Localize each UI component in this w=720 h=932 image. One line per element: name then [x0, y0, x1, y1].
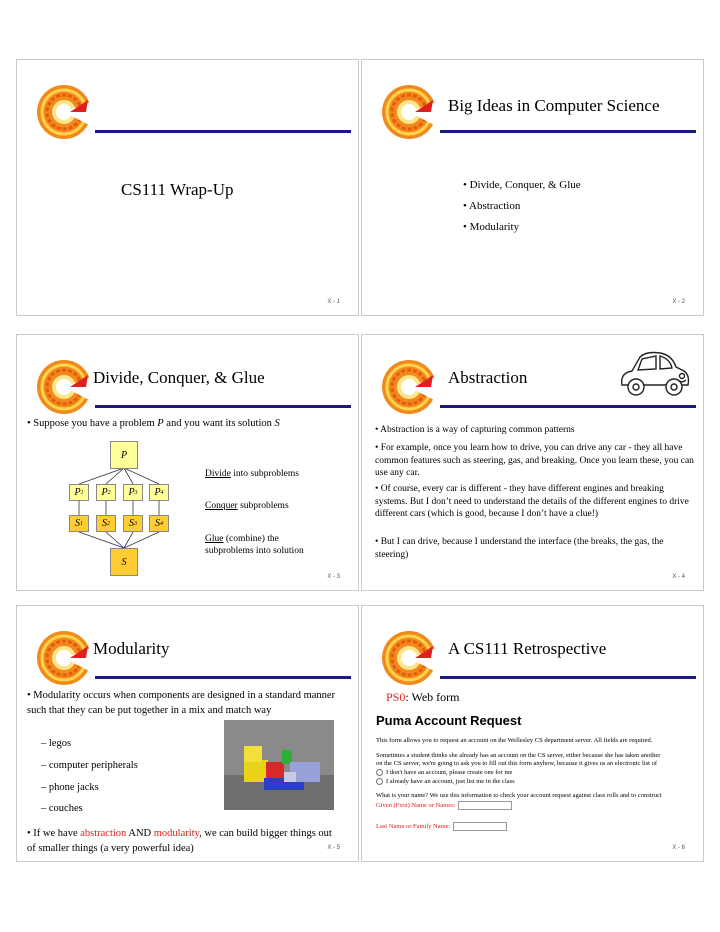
conquer-word: Conquer [205, 501, 238, 511]
subproblem-box [123, 484, 143, 501]
slide-1 [16, 59, 359, 316]
glue-label [205, 533, 304, 557]
page-number: X - 3 [327, 574, 340, 580]
problem-label: P [120, 449, 128, 461]
intro-text: • Modularity occurs when components are designed in a standard manner such that they can be put together in a mix and match way [27, 690, 336, 716]
given-name-label: Given (First) Name or Names: [376, 801, 456, 809]
bullet-item: • Of course, every car is different - they have different engines and breaking systems. But I don’t need to understand the details of the different engines to drive different cars (which is good, because I don’t have a clue!) [375, 484, 689, 519]
s-label: S [75, 518, 80, 529]
form-paragraph: Sometimes a student thinks she already has an account on the CS server, either because she has taken another [376, 752, 661, 759]
slide-title: Big Ideas in Computer Science [448, 96, 660, 115]
bullet-item: • Divide, Conquer, & Glue [463, 179, 581, 191]
final-post: , we can build bigger things out of smaller things (a very powerful idea) [27, 828, 332, 854]
glue-word: Glue [205, 534, 224, 544]
ps0-word: PS0 [386, 690, 406, 704]
final-and: AND [126, 828, 154, 839]
subscript: 3 [134, 489, 138, 496]
radio-label: I don't have an account, please create one for me [386, 769, 513, 776]
p-label: P [154, 487, 161, 498]
slide-3 [16, 334, 359, 591]
radio-label: I already have an account, just list me in the class [386, 778, 515, 785]
tree-connectors [17, 335, 359, 591]
subsolution-box [69, 515, 89, 532]
divide-label [205, 468, 299, 480]
title-rule [440, 130, 696, 133]
radio-button[interactable] [376, 769, 383, 776]
slide-title: A CS111 Retrospective [448, 639, 607, 658]
title-rule [440, 676, 696, 679]
last-name-input[interactable] [453, 822, 507, 831]
subsolution-box [123, 515, 143, 532]
bullet-item: • Modularity [463, 221, 520, 233]
slide-6 [361, 605, 704, 862]
swirl-logo-icon [379, 82, 439, 142]
slide-title: Divide, Conquer, & Glue [93, 368, 265, 387]
subsolution-box [96, 515, 116, 532]
sub-item: – phone jacks [41, 782, 99, 793]
cartoon-car-icon [616, 349, 692, 401]
bullet-item: • Abstraction [463, 200, 521, 212]
radio-button[interactable] [376, 778, 383, 785]
bullet-item: • But I can drive, because I understand the interface (the breaks, the gas, the steering) [375, 537, 664, 560]
given-name-input[interactable] [458, 801, 512, 810]
sub-item: – couches [41, 803, 83, 814]
swirl-logo-icon [379, 628, 439, 688]
slide-2 [361, 59, 704, 316]
sub-item: – legos [41, 738, 72, 749]
form-paragraph: What is your name? We use this information to check your account request against class rolls and to construct [376, 792, 662, 799]
p-label: P [101, 487, 108, 498]
subscript: 1 [80, 489, 84, 496]
subscript: 3 [134, 520, 137, 527]
glue-line2: subproblems into solution [205, 546, 304, 556]
p-label: P [128, 487, 135, 498]
page-number: X - 5 [327, 845, 340, 851]
slide-title: Modularity [93, 639, 170, 658]
final-text [27, 826, 339, 856]
swirl-logo-icon [34, 628, 94, 688]
slide-4 [361, 334, 704, 591]
intro-s: S [274, 418, 280, 429]
form-paragraph: on the CS server, we're going to ask you to fill out this form anyhow, because it gives us an electronic list of [376, 760, 658, 767]
conquer-rest: subproblems [237, 501, 289, 511]
final-abstraction: abstraction [80, 828, 127, 839]
swirl-logo-icon [379, 357, 439, 417]
form-title: Puma Account Request [376, 713, 522, 728]
s-label: S [155, 518, 160, 529]
glue-rest: (combine) the [223, 534, 279, 544]
s-label: S [129, 518, 134, 529]
subscript: 4 [160, 489, 164, 496]
bullet-item: • For example, once you learn how to drive, you can drive any car - they all have common features such as steering, gas, and breaking. Once you learn these, you can use any car. [375, 443, 694, 478]
slide-5 [16, 605, 359, 862]
page-number: X - 1 [327, 299, 340, 305]
lego-bricks-image [224, 720, 334, 810]
form-intro: This form allows you to request an account on the Wellesley CS department server. All fields are required. [376, 737, 653, 744]
final-pre: • If we have [27, 828, 81, 839]
subproblem-box [69, 484, 89, 501]
radio-option-create[interactable] [376, 769, 701, 777]
subscript: 4 [160, 520, 163, 527]
divide-rest: into subproblems [230, 469, 299, 479]
page-number: X - 4 [672, 574, 685, 580]
solution-label: S [121, 556, 127, 568]
subscript: 2 [107, 489, 111, 496]
bullet-item: • Abstraction is a way of capturing common patterns [375, 425, 575, 435]
intro-pre: • Suppose you have a problem [27, 418, 158, 429]
ps0-label [386, 690, 460, 704]
subscript: 2 [107, 520, 110, 527]
problem-box [110, 441, 138, 469]
ps0-rest: : Web form [405, 690, 460, 704]
page-number: X - 6 [672, 845, 685, 851]
subproblem-box [149, 484, 169, 501]
title-rule [95, 676, 351, 679]
solution-box [110, 548, 138, 576]
final-modularity: modularity [153, 828, 200, 839]
conquer-label [205, 500, 289, 512]
intro-p: P [157, 418, 164, 429]
last-name-row [376, 822, 701, 831]
p-label: P [74, 487, 81, 498]
subscript: 1 [80, 520, 83, 527]
subsolution-box [149, 515, 169, 532]
slide-title: CS111 Wrap-Up [121, 180, 234, 199]
subproblem-box [96, 484, 116, 501]
title-rule [95, 130, 351, 133]
s-label: S [102, 518, 107, 529]
last-name-label: Last Name or Family Name: [376, 822, 451, 830]
swirl-logo-icon [34, 82, 94, 142]
page-number: X - 2 [672, 299, 685, 305]
divide-word: Divide [205, 469, 231, 479]
intro-mid: and you want its solution [163, 418, 275, 429]
given-name-row [376, 801, 701, 810]
title-rule [440, 405, 696, 408]
slide-title: Abstraction [448, 368, 528, 387]
sub-item: – computer peripherals [41, 760, 138, 771]
radio-option-list[interactable] [376, 778, 701, 786]
